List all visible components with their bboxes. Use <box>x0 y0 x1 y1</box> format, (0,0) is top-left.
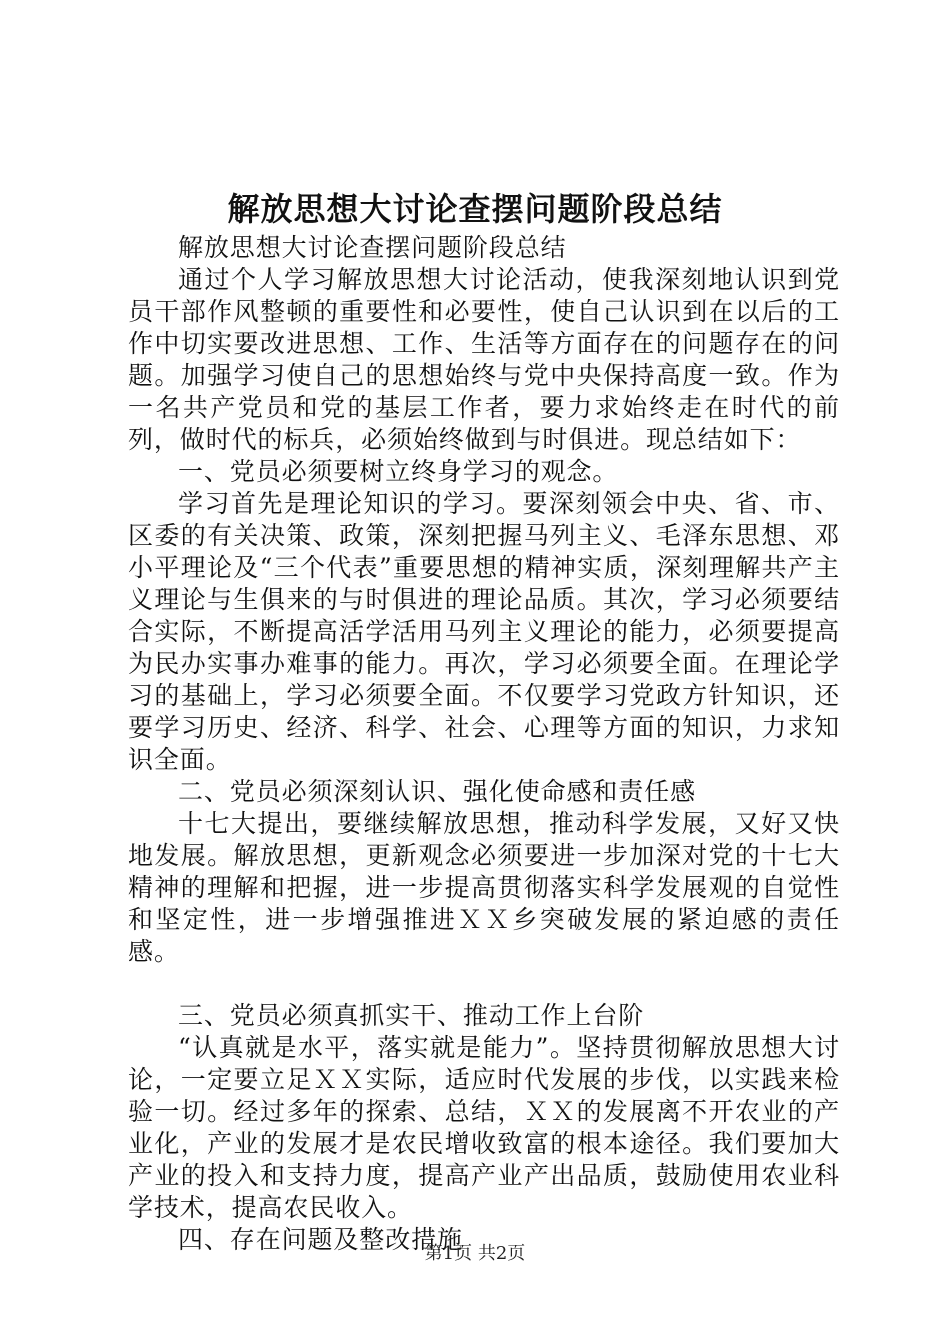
document-title: 解放思想大讨论查摆问题阶段总结 <box>227 190 723 228</box>
document-body <box>128 232 840 1256</box>
section-heading-2: 二、党员必须深刻认识、强化使命感和责任感 <box>178 777 697 806</box>
section-heading-1: 一、党员必须要树立终身学习的观念。 <box>178 457 619 486</box>
paragraph-section-1: 学习首先是理论知识的学习。要深刻领会中央、省、市、区委的有关决策、政策，深刻把握马列主义、毛泽东思想、邓小平理论及“三个代表”重要思想的精神实质，深刻理解共产主义理论与生俱来的与时俱进的理论品质。其次，学习必须要结合实际，不断提高活学活用马列主义理论的能力，必须要提高为民办实事办难事的能力。再次，学习必须要全面。在理论学习的基础上，学习必须要全面。不仅要学习党政方针知识，还要学习历史、经济、科学、社会、心理等方面的知识，力求知识全面。 <box>128 489 840 774</box>
paragraph-intro: 通过个人学习解放思想大讨论活动，使我深刻地认识到党员干部作风整顿的重要性和必要性，使自己认识到在以后的工作中切实要改进思想、工作、生活等方面存在的问题存在的问题。加强学习使自己的思想始终与党中央保持高度一致。作为一名共产党员和党的基层工作者，要力求始终走在时代的前列，做时代的标兵，必须始终做到与时俱进。现总结如下： <box>128 265 840 454</box>
page-number-footer: 第1页 共2页 <box>424 1243 526 1264</box>
section-heading-4: 四、存在问题及整改措施 <box>178 1225 463 1254</box>
paragraph-subtitle: 解放思想大讨论查摆问题阶段总结 <box>178 233 567 262</box>
paragraph-section-3: “认真就是水平，落实就是能力”。坚持贯彻解放思想大讨论，一定要立足ＸＸ实际，适应时代发展的步伐，以实践来检验一切。经过多年的探索、总结，ＸＸ的发展离不开农业的产业化，产业的发展才是农民增收致富的根本途径。我们要加大产业的投入和支持力度，提高产业产出品质，鼓励使用农业科学技术，提高农民收入。 <box>128 1033 840 1222</box>
section-heading-3: 三、党员必须真抓实干、推动工作上台阶 <box>178 1001 645 1030</box>
paragraph-section-2: 十七大提出，要继续解放思想，推动科学发展，又好又快地发展。解放思想，更新观念必须要进一步加深对党的十七大精神的理解和把握，进一步提高贯彻落实科学发展观的自觉性和坚定性，进一步增强推进ＸＸ乡突破发展的紧迫感的责任感。 <box>128 809 840 966</box>
